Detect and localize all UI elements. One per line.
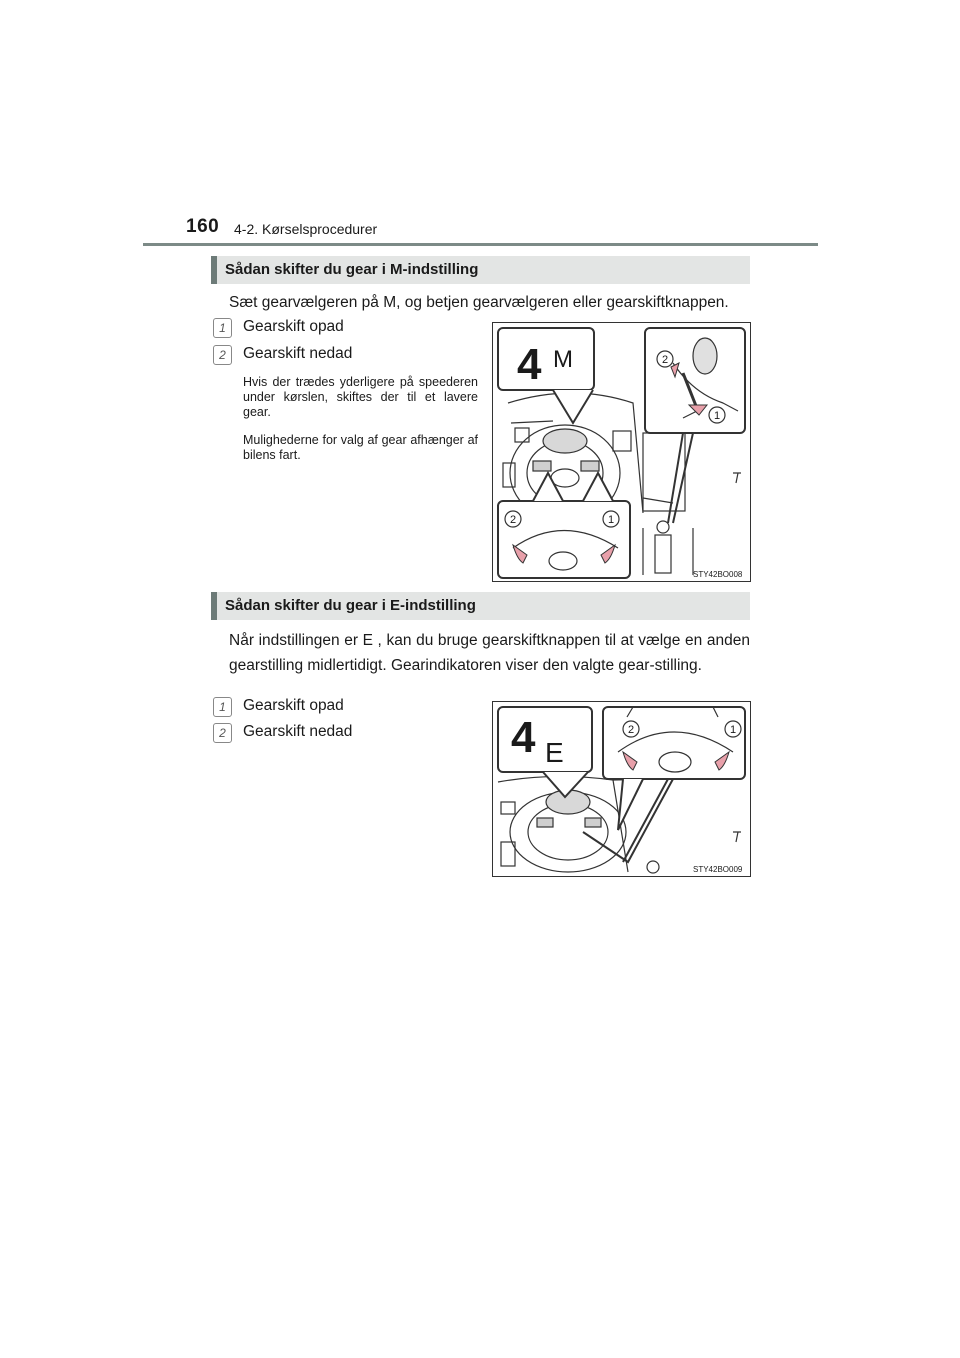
display-gear: 4: [517, 340, 542, 389]
figure-m-mode: [492, 322, 751, 582]
figure-e-illustration: [493, 702, 750, 876]
step-label: Gearskift opad: [243, 697, 344, 714]
figure-code: STY42BO008: [693, 570, 743, 579]
section-m-heading: [211, 256, 750, 284]
section-e-intro: Når indstillingen er E , kan du bruge gearskiftknappen til at vælge en anden gearstilling midlertidigt. Gearindikatoren viser den valgte gear-stilling.: [229, 632, 750, 674]
step-label: Gearskift nedad: [243, 345, 353, 362]
step-label: Gearskift opad: [243, 318, 344, 335]
section-accent: [211, 592, 217, 620]
step-label: Gearskift nedad: [243, 723, 353, 740]
section-e-heading: [211, 592, 750, 620]
step-number: 1: [213, 697, 232, 717]
section-accent: [211, 256, 217, 284]
callout-lower-2: 2: [509, 514, 517, 526]
note-m-2: Mulighederne for valg af gear afhænger af bilens fart.: [243, 433, 478, 462]
step-number: 2: [213, 723, 232, 743]
figure-m-illustration: [493, 323, 750, 581]
section-m-title: Sådan skifter du gear i M-indstilling: [225, 261, 479, 278]
callout-1: 1: [729, 724, 737, 736]
callout-upper-2: 2: [661, 354, 669, 366]
page-number: 160: [186, 216, 220, 237]
display-mode: M: [553, 346, 573, 373]
step-number: 1: [213, 318, 232, 338]
display-mode: E: [545, 737, 564, 768]
figure-e-mode: [492, 701, 751, 877]
section-e-title: Sådan skifter du gear i E-indstilling: [225, 597, 476, 614]
step-number: 2: [213, 345, 232, 365]
header-rule: [143, 243, 818, 246]
callout-upper-1: 1: [713, 410, 721, 422]
note-m-1: Hvis der trædes yderligere på speederen under kørslen, skiftes der til et lavere gear.: [243, 375, 478, 419]
figure-code: STY42BO009: [693, 865, 743, 874]
section-m-intro: Sæt gearvælgeren på M, og betjen gearvælgeren eller gearskiftknappen.: [229, 294, 729, 311]
display-gear: 4: [511, 713, 536, 762]
callout-lower-1: 1: [607, 514, 615, 526]
callout-2: 2: [627, 724, 635, 736]
chapter-title: 4-2. Kørselsprocedurer: [234, 221, 378, 237]
